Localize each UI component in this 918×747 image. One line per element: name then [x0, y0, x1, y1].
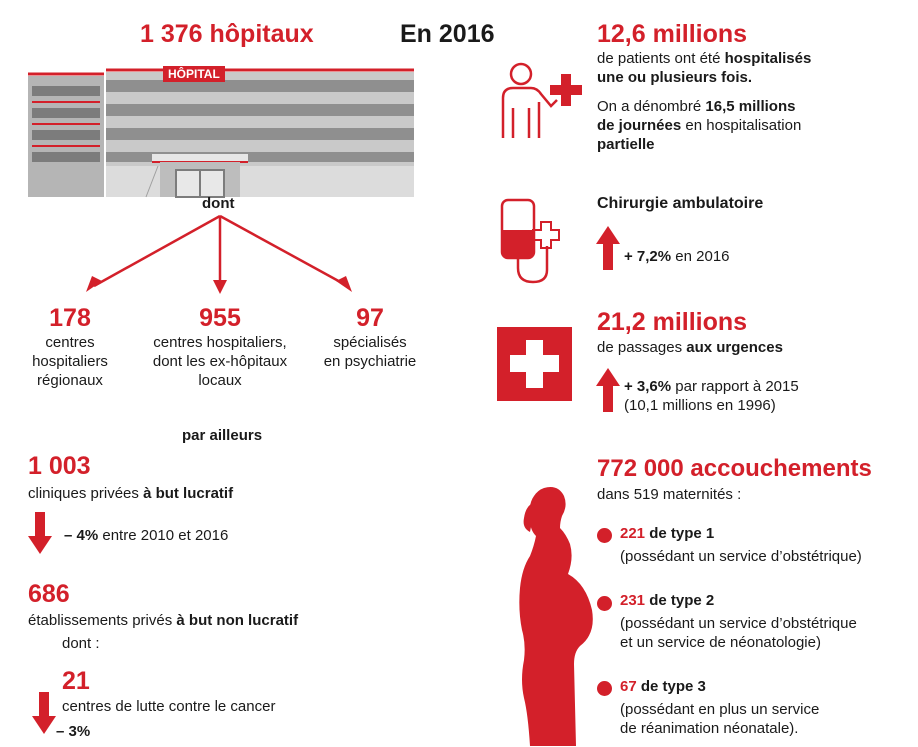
maternity-type-1 [620, 524, 910, 566]
patients-line: On a dénombré 16,5 millions [597, 98, 796, 115]
change-bold: + 7,2% [624, 248, 672, 265]
label-text: établissements privés [28, 612, 177, 629]
dont-label: dont [202, 195, 235, 212]
category-label-line: hospitaliers [32, 353, 108, 370]
category-value: 97 [356, 304, 384, 332]
category-chu [10, 304, 130, 390]
up-arrow-icon [596, 226, 620, 270]
label-bold: à but lucratif [143, 485, 234, 502]
category-value: 178 [49, 304, 91, 332]
patients-line: de patients ont été hospitalisés [597, 50, 812, 67]
type-desc: et un service de néonatologie) [620, 634, 821, 651]
type-desc: (possédant un service d’obstétrique) [620, 548, 862, 565]
emergency-value: 21,2 millions [597, 308, 748, 336]
category-label-line: régionaux [37, 372, 103, 389]
patients-line: partielle [597, 136, 655, 153]
category-psychiatry [305, 304, 435, 371]
category-label-line: centres [45, 334, 95, 351]
patients-value: 12,6 millions [597, 20, 748, 48]
iv-bag-icon [497, 196, 563, 288]
label-text: cliniques privées [28, 485, 144, 502]
maternity-type-2 [620, 591, 910, 652]
label-bold: aux urgences [686, 339, 783, 356]
pregnant-woman-silhouette [500, 484, 600, 746]
maternity-type-3 [620, 677, 910, 738]
type-count: 231 [620, 592, 646, 609]
emergency-label [597, 338, 783, 357]
private-lucrative-value: 1 003 [28, 452, 91, 480]
private-lucrative-label [28, 484, 233, 503]
par-ailleurs-label: par ailleurs [182, 427, 263, 444]
private-lucrative-change [64, 526, 228, 545]
births-value: 772 000 accouchements [597, 455, 872, 482]
ambulatory-change [624, 247, 730, 266]
category-label-line: locaux [198, 372, 242, 389]
hospitals-count: 1 376 hôpitaux [140, 20, 314, 48]
category-label-line: centres hospitaliers, [153, 334, 287, 351]
category-value: 955 [199, 304, 241, 332]
private-nonprofit-value: 686 [28, 580, 70, 608]
patient-icon [497, 62, 587, 140]
change-text: en 2016 [671, 248, 730, 265]
category-label-line: spécialisés [333, 334, 407, 351]
category-label-line: dont les ex-hôpitaux [152, 353, 288, 370]
bullet-icon [597, 596, 612, 611]
change-note: (10,1 millions en 1996) [624, 397, 776, 414]
change-bold: – 4% [64, 527, 99, 544]
bullet-icon [597, 528, 612, 543]
hospital-sign: HÔPITAL [163, 66, 225, 82]
category-ch [135, 304, 305, 390]
up-arrow-icon [596, 368, 620, 412]
cancer-centers-value: 21 [62, 667, 90, 695]
cancer-centers-change: – 3% [56, 723, 91, 740]
label-bold: à but non lucratif [176, 612, 299, 629]
cancer-centers-label: centres de lutte contre le cancer [62, 698, 276, 715]
emergency-cross-icon [497, 327, 572, 401]
patients-text [597, 49, 897, 154]
type-desc: (possédant en plus un service [620, 701, 820, 718]
down-arrow-icon [28, 512, 52, 554]
change-bold: + 3,6% [624, 378, 672, 395]
bullet-icon [597, 681, 612, 696]
type-desc: de réanimation néonatale). [620, 720, 799, 737]
branch-arrows [80, 214, 370, 296]
type-label: de type 1 [645, 525, 715, 542]
type-count: 221 [620, 525, 646, 542]
type-desc: (possédant un service d’obstétrique [620, 615, 857, 632]
type-label: de type 3 [636, 678, 706, 695]
patients-line: une ou plusieurs fois. [597, 69, 753, 86]
patients-line: de journées en hospitalisation [597, 117, 802, 134]
year-label: En 2016 [400, 20, 495, 48]
type-count: 67 [620, 678, 637, 695]
private-nonprofit-dont: dont : [62, 635, 100, 652]
ambulatory-title: Chirurgie ambulatoire [597, 195, 764, 212]
label-text: de passages [597, 339, 687, 356]
change-text: par rapport à 2015 [671, 378, 799, 395]
type-label: de type 2 [645, 592, 715, 609]
emergency-change [624, 377, 799, 415]
down-arrow-icon [32, 692, 56, 734]
births-subtitle: dans 519 maternités : [597, 486, 742, 503]
change-text: entre 2010 et 2016 [98, 527, 229, 544]
category-label-line: en psychiatrie [323, 353, 417, 370]
private-nonprofit-label [28, 611, 298, 630]
